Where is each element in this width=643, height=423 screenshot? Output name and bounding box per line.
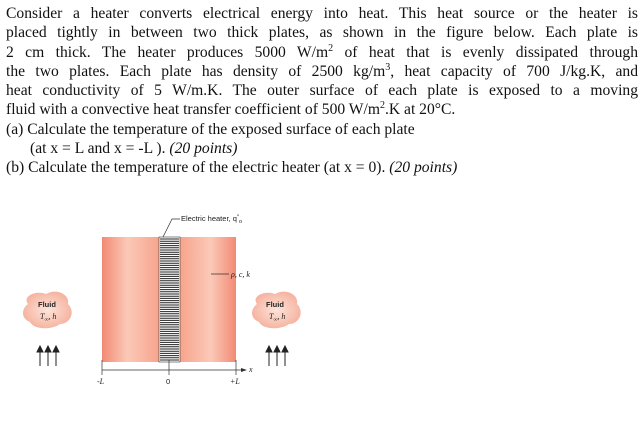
problem-line-2: placed tightly in between two thick plates, as shown in the figure below. Each plate is bbox=[6, 24, 638, 42]
heater-leader bbox=[163, 219, 180, 237]
part-a-cont: (at x = L and x = -L ). (20 points) bbox=[30, 140, 238, 158]
heater-diagram bbox=[0, 200, 643, 423]
fluid-left-props: $T_\infty$, h bbox=[40, 312, 57, 323]
fluid-right-props: $T_\infty$, h bbox=[269, 312, 286, 323]
problem-statement bbox=[6, 4, 638, 178]
right-plate bbox=[180, 237, 236, 362]
heater-label: Electric heater, $q''_o$ bbox=[181, 214, 243, 225]
right-fluid bbox=[252, 292, 301, 329]
x-axis-arrow bbox=[241, 368, 247, 372]
part-b: (b) Calculate the temperature of the electric heater (at x = 0). (20 points) bbox=[6, 159, 458, 177]
fluid-right-label: Fluid bbox=[266, 300, 284, 309]
tick-zero: 0 bbox=[166, 377, 171, 386]
heater-strip bbox=[159, 237, 180, 362]
part-a: (a) Calculate the temperature of the exposed surface of each plate bbox=[6, 120, 415, 138]
left-fluid bbox=[23, 292, 72, 329]
left-flow-arrows bbox=[37, 346, 59, 366]
heater-figure bbox=[0, 200, 643, 423]
axis-var: x bbox=[249, 365, 253, 374]
tick-neg-l: -L bbox=[97, 377, 105, 386]
problem-line-6: fluid with a convective heat transfer coefficient of 500 $W/m^2.K$ at 20°C. bbox=[6, 100, 456, 119]
tick-pos-l: +L bbox=[230, 377, 240, 386]
fluid-left-label: Fluid bbox=[38, 300, 56, 309]
left-plate bbox=[102, 237, 159, 362]
problem-line-4: the two plates. Each plate has density of 2500 $kg/m^3$, heat capacity of 700 J/kg.K, and bbox=[6, 61, 638, 80]
right-flow-arrows bbox=[266, 346, 288, 366]
problem-line-5: heat conductivity of 5 W/m.K. The outer surface of each plate is exposed to a moving bbox=[6, 82, 638, 100]
plate-props-label: ρ, c, k bbox=[231, 270, 250, 279]
problem-line-1: Consider a heater converts electrical energy into heat. This heat source or the heater is bbox=[6, 5, 638, 22]
problem-line-3: 2 cm thick. The heater produces 5000 $W/m^2$ of heat that is evenly dissipated through bbox=[6, 42, 638, 61]
